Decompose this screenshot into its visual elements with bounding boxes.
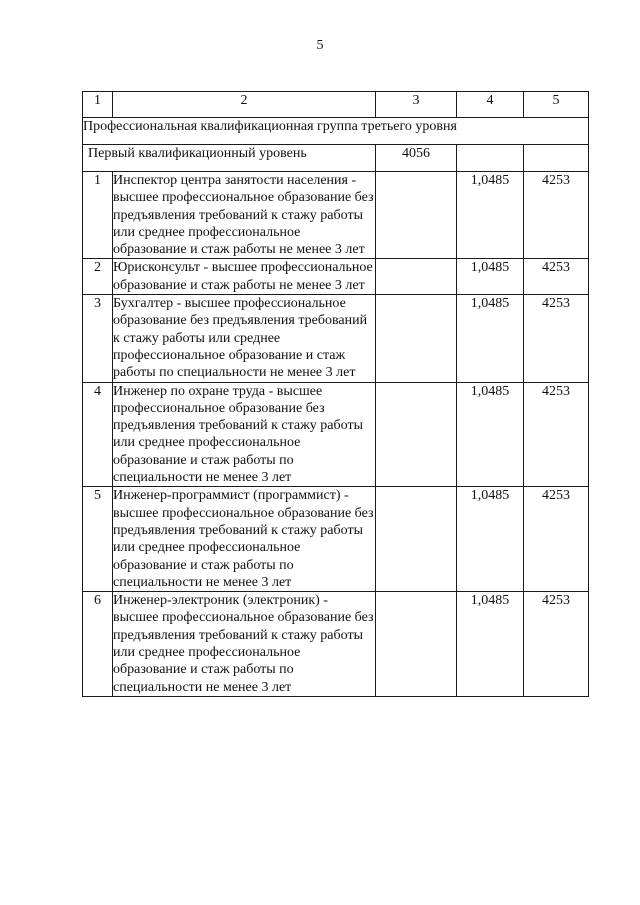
- salary: 4253: [524, 382, 589, 487]
- salary: 4253: [524, 487, 589, 592]
- position-description: Бухгалтер - высшее профессиональное образование без предъявления требований к стажу работы или среднее профессиональное образование и стаж работы по специальности не менее 3 лет: [113, 295, 376, 382]
- level-base-salary: 4056: [376, 145, 457, 172]
- coefficient: 1,0485: [457, 382, 524, 487]
- page-number: 5: [316, 38, 324, 53]
- header-cell-2: 2: [113, 92, 376, 118]
- table-row: [83, 592, 589, 697]
- level-row: [83, 145, 589, 172]
- position-description: Инженер-электроник (электроник) - высшее профессиональное образование без предъявления требований к стажу работы или среднее профессиональное образование и стаж работы по специальности не менее 3 лет: [113, 593, 374, 695]
- header-cell-4: 4: [457, 92, 524, 118]
- row-number: 2: [83, 259, 113, 295]
- level-empty-cell-4: [457, 145, 524, 172]
- table-row: [83, 259, 589, 295]
- row-cell-3: [376, 259, 457, 295]
- coefficient: 1,0485: [457, 487, 524, 592]
- coefficient: 1,0485: [457, 592, 524, 697]
- position-description: Юрисконсульт - высшее профессиональное образование и стаж работы не менее 3 лет: [113, 259, 376, 295]
- row-number: 4: [83, 382, 113, 487]
- row-number: 6: [83, 592, 113, 697]
- row-cell-3: [376, 172, 457, 259]
- qualification-table: [82, 91, 589, 697]
- salary: 4253: [524, 592, 589, 697]
- row-cell-3: [376, 295, 457, 382]
- salary: 4253: [524, 172, 589, 259]
- level-label: Первый квалификационный уровень: [83, 145, 376, 172]
- table-header-row: [83, 92, 589, 118]
- row-cell-3: [376, 592, 457, 697]
- level-empty-cell-5: [524, 145, 589, 172]
- coefficient: 1,0485: [457, 259, 524, 295]
- row-number: 5: [83, 487, 113, 592]
- table-row: [83, 382, 589, 487]
- group-title: Профессиональная квалификационная группа третьего уровня: [83, 118, 589, 145]
- table-row: [83, 487, 589, 592]
- row-cell-3: [376, 382, 457, 487]
- coefficient: 1,0485: [457, 172, 524, 259]
- row-cell-3: [376, 487, 457, 592]
- table-row: [83, 295, 589, 382]
- group-title-row: [83, 118, 589, 145]
- salary: 4253: [524, 295, 589, 382]
- table-row: [83, 172, 589, 259]
- row-number: 3: [83, 295, 113, 382]
- header-cell-5: 5: [524, 92, 589, 118]
- row-number: 1: [83, 172, 113, 259]
- position-description: Инспектор центра занятости населения - высшее профессиональное образование без предъявления требований к стажу работы или среднее профессиональное образование и стаж работы не менее 3 лет: [113, 173, 374, 258]
- position-description: Инженер-программист (программист) - высшее профессиональное образование без предъявления требований к стажу работы или среднее профессиональное образование и стаж работы по специальности не менее 3 лет: [113, 488, 374, 590]
- header-cell-3: 3: [376, 92, 457, 118]
- salary: 4253: [524, 259, 589, 295]
- position-description: Инженер по охране труда - высшее профессиональное образование без предъявления требований к стажу работы или среднее профессиональное образование и стаж работы по специальности не менее 3 лет: [113, 382, 376, 487]
- header-cell-1: 1: [83, 92, 113, 118]
- coefficient: 1,0485: [457, 295, 524, 382]
